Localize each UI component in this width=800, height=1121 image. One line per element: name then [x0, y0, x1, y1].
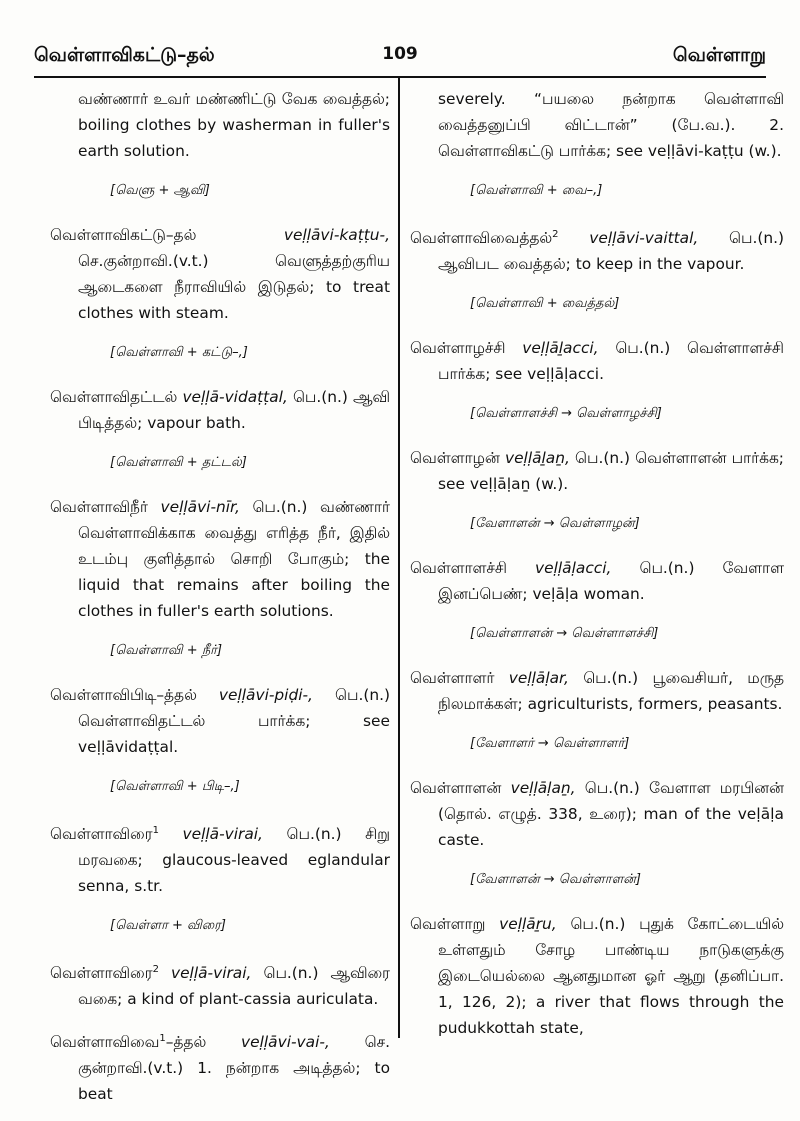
etymology: [வேளாளர் → வெள்ளாளர்] [470, 736, 630, 752]
definition: பெ.(n.) ஆவி பிடித்தல்; vapour bath. [78, 388, 390, 432]
headword: வெள்ளாவிதட்டல் [50, 388, 178, 406]
homonym-number: 2 [552, 229, 559, 240]
dictionary-entry [50, 1026, 390, 1107]
headword: வெள்ளாறு [410, 915, 486, 934]
headword: வெள்ளாளன் [410, 779, 502, 798]
headword: வெள்ளாழச்சி [410, 339, 506, 358]
header-right-guideword: வெள்ளாறு [672, 44, 766, 66]
definition: பெ.(n.) ஆவிரை வகை; a kind of plant-cassia auriculata. [78, 964, 390, 1009]
etymology: [வெள்ளாவி + தட்டல்] [110, 455, 247, 470]
definition: செ.குன்றாவி.(v.t.) வெளுத்தற்குரிய ஆடைகளை நீராவியில் இடுதல்; to treat clothes with steam. [78, 252, 390, 322]
etymology: [வேளாளன் → வெள்ளாழன்] [470, 516, 640, 532]
page-header [34, 40, 766, 76]
etymology: [வெள்ளாளச்சி → வெள்ளாழச்சி] [470, 406, 662, 422]
definition: பெ.(n.) சிறு மரவகை; glaucous-leaved eglandular senna, s.tr. [78, 825, 390, 896]
transliteration: veḷḷāṟu, [499, 915, 557, 934]
homonym-number: 2 [152, 964, 159, 976]
left-column [50, 86, 390, 1121]
transliteration: veḷḷāvi-piḍi-, [218, 686, 313, 704]
transliteration: veḷḷāḷacci, [535, 559, 612, 578]
headword: வெள்ளாவிரை [50, 964, 153, 983]
dictionary-entry [50, 957, 390, 1012]
dictionary-entry [410, 665, 784, 717]
transliteration: veḷḷāvi-vai-, [241, 1033, 330, 1052]
transliteration: veḷḷā-vidaṭṭal, [182, 388, 288, 406]
dictionary-entry [50, 384, 390, 436]
dictionary-entry [50, 222, 390, 326]
transliteration: veḷḷāvi-kaṭṭu-, [283, 226, 390, 244]
continued-entry: வண்ணார் உவர் மண்ணிட்டு வேக வைத்தல்; boiling clothes by washerman in fuller's earth solution. [78, 90, 390, 160]
headword: வெள்ளாவிரை [50, 825, 153, 844]
transliteration: veḷḷāḻacci, [522, 339, 599, 358]
transliteration: veḷḷā-virai, [170, 964, 252, 983]
continued-entry: severely. “பயலை நன்றாக வெள்ளாவி வைத்தனுப்பி விட்டான்” (பே.வ.). 2. வெள்ளாவிகட்டு பார்க்க; see veḷḷāvi-kaṭṭu (w.). [438, 90, 784, 160]
etymology: [வெள்ளாவி + நீர்] [110, 643, 223, 658]
etymology: [வெள்ளாளன் → வெள்ளாளச்சி] [470, 626, 659, 642]
transliteration: veḷḷāvi-nīr, [160, 498, 240, 516]
headword: வெள்ளாவிகட்டு–தல் [50, 226, 197, 244]
etymology: [வெள்ளாவி + கட்டு–,] [110, 345, 248, 360]
transliteration: veḷḷā-virai, [182, 825, 263, 844]
definition: பெ.(n.) வெள்ளாளச்சி பார்க்க; see veḷḷāḷacci. [438, 339, 784, 384]
definition: பெ.(n.) வண்ணார் வெள்ளாவிக்காக வைத்து எரித்த நீர், இதில் உடம்பு குளித்தால் சொறி போகும்; the liquid that remains after boiling the clothes in fuller's earth solutions. [78, 498, 390, 620]
transliteration: veḷḷāḻaṉ, [504, 449, 570, 468]
headword: வெள்ளாளச்சி [410, 559, 507, 578]
headword: வெள்ளாழன் [410, 449, 500, 468]
homonym-number: 1 [152, 825, 159, 836]
headword: வெள்ளாளர் [410, 669, 495, 688]
headword: வெள்ளாவிபிடி–த்தல் [50, 686, 197, 704]
etymology: [வேளாளன் → வெள்ளாளன்] [470, 872, 641, 888]
transliteration: veḷḷāḷar, [508, 669, 569, 688]
dictionary-entry [410, 911, 784, 1041]
dictionary-entry [50, 818, 390, 899]
definition: பெ.(n.) ஆவிபட வைத்தல்; to keep in the vapour. [438, 229, 784, 274]
etymology: [வெள்ளாவி + பிடி–,] [110, 779, 240, 794]
header-rule [34, 76, 766, 78]
homonym-number: 1 [159, 1033, 166, 1045]
headword: வெள்ளாவிவை [50, 1033, 160, 1052]
headword: வெள்ளாவிவைத்தல் [410, 229, 553, 248]
etymology: [வெள்ளாவி + வைத்தல்] [470, 296, 620, 312]
transliteration: veḷḷāḷaṉ, [510, 779, 576, 798]
dictionary-entry [50, 494, 390, 624]
right-column [410, 86, 784, 1055]
etymology: [வெள்ளாவி + வை–,] [470, 183, 603, 198]
definition: செ. குன்றாவி.(v.t.) 1. நன்றாக அடித்தல்; to beat [78, 1033, 390, 1104]
etymology: [வெள்ளா + விரை] [110, 918, 226, 934]
definition: பெ.(n.) பூவைசியர், மருத நிலமாக்கள்; agriculturists, formers, peasants. [438, 669, 784, 714]
definition: பெ.(n.) வேளாள இனப்பெண்; veḷāḷa woman. [438, 559, 784, 604]
etymology: [வெளு + ஆவி] [110, 183, 210, 198]
dictionary-entry [50, 682, 390, 760]
column-divider [398, 78, 400, 1038]
dictionary-entry [410, 555, 784, 607]
dictionary-entry [410, 335, 784, 387]
transliteration: veḷḷāvi-vaittal, [589, 229, 699, 248]
dictionary-entry [410, 445, 784, 497]
definition: பெ.(n.) வெள்ளாவிதட்டல் பார்க்க; see veḷḷāvidaṭṭal. [78, 686, 390, 756]
headword: வெள்ளாவிநீர் [50, 498, 148, 516]
definition: பெ.(n.) வேளாள மரபினன் (தொல். எழுத். 338, உரை); man of the veḷāḷa caste. [438, 779, 784, 850]
dictionary-entry [410, 775, 784, 853]
headword-suffix: –த்தல் [165, 1033, 207, 1052]
definition: பெ.(n.) புதுக் கோட்டையில் உள்ளதும் சோழ பாண்டிய நாடுகளுக்கு இடையெல்லை ஆனதுமான ஓர் ஆறு (தனிப்பா. 1, 126, 2); a river that flows through the pudukkottah state, [438, 915, 784, 1038]
header-left-guideword: வெள்ளாவிகட்டு–தல் [34, 44, 215, 66]
definition: பெ.(n.) வெள்ளாளன் பார்க்க; see veḷḷāḷaṉ (w.). [438, 449, 784, 494]
page-number: 109 [382, 44, 418, 64]
dictionary-entry [410, 222, 784, 277]
